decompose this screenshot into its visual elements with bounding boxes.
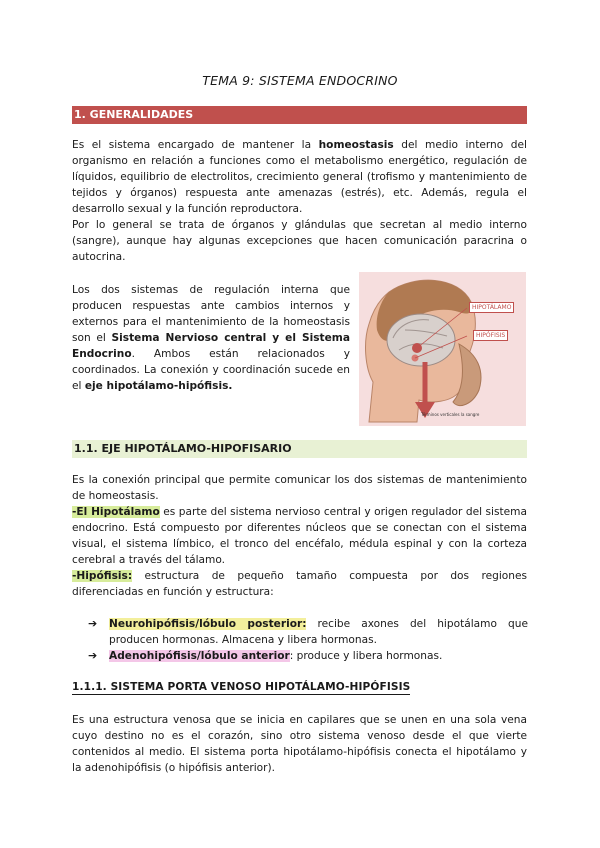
label-pituitary: HIPÓFISIS <box>473 330 508 341</box>
section-heading-eje: 1.1. EJE HIPOTÁLAMO-HIPOFISARIO <box>72 440 527 458</box>
text-line: líquidos, equilibrio de electrolitos, crecimiento general (trofismo y mantenimiento de <box>72 171 527 183</box>
document-title: TEMA 9: SISTEMA ENDOCRINO <box>202 73 398 88</box>
text-line: desarrollo sexual y la función reproductora. <box>72 203 303 215</box>
paragraph-definition <box>72 137 527 217</box>
text-line: cuyo destino no es el corazón, sino otro sistema venoso desde el que vierte <box>72 730 527 742</box>
figure-caption: Términos verticales la sangre <box>421 412 480 417</box>
text-line: Es una estructura venosa que se inicia en capilares que se unen en una sola vena <box>72 714 527 726</box>
paragraph-organs <box>72 217 527 265</box>
paragraph-two-systems <box>72 282 350 394</box>
text-line: autocrina. <box>72 251 126 263</box>
text-line: visual, el sistema límbico, el tronco del encéfalo, médula espinal y con la corteza <box>72 538 527 550</box>
bullet-list <box>88 616 528 664</box>
arrow-bullet-icon: ➔ <box>88 617 98 630</box>
label-hypothalamus: HIPOTÁLAMO <box>469 302 514 313</box>
text-line: Los dos sistemas de regulación interna que <box>72 284 350 296</box>
text-line: organismo en relación a funciones como el metabolismo energético, regulación de <box>72 155 527 167</box>
list-item: ➔ Neurohipófisis/lóbulo posterior: recibe axones del hipotálamo que producen hormonas. Almacena y libera hormonas. <box>88 617 528 646</box>
text-line: contenidos al medio. El sistema porta hipotálamo-hipófisis conecta el hipotálamo y <box>72 746 527 758</box>
head-anatomy-figure <box>359 272 526 426</box>
text-line: Es el sistema encargado de mantener la homeostasis del medio interno del <box>72 139 527 151</box>
text-line: coordinados. La conexión y coordinación sucede en <box>72 364 350 376</box>
paragraph-hipotalamo <box>72 504 527 568</box>
subsection-heading-porta: 1.1.1. SISTEMA PORTA VENOSO HIPOTÁLAMO-HIPÓFISIS <box>72 681 411 693</box>
text-line: externos para el mantenimiento de la homeostasis <box>72 316 350 328</box>
text-line: la adenohipófisis (o hipófisis anterior). <box>72 762 275 774</box>
text-line: Es la conexión principal que permite comunicar los dos sistemas de mantenimiento <box>72 474 527 486</box>
text-line: son el Sistema Nervioso central y el Sistema <box>72 332 350 344</box>
head-illustration <box>359 272 526 426</box>
text-line: -El Hipotálamo es parte del sistema nervioso central y origen regulador del sistema <box>72 506 527 518</box>
text-line: cerebral a través del tálamo. <box>72 554 226 566</box>
text-line: Endocrino. Ambos están relacionados y <box>72 348 350 360</box>
text-line: producen respuestas ante cambios internos y <box>72 300 350 312</box>
section-heading-generalidades: 1. GENERALIDADES <box>72 106 527 124</box>
text-line: diferenciadas en función y estructura: <box>72 586 274 598</box>
text-line: tejidos y órganos) respuesta ante amenazas (estrés), etc. Además, regula el <box>72 187 527 199</box>
text-line: -Hipófisis: estructura de pequeño tamaño compuesta por dos regiones <box>72 570 527 582</box>
text-line: el eje hipotálamo-hipófisis. <box>72 380 233 392</box>
list-item: ➔ Adenohipófisis/lóbulo anterior: produce y libera hormonas. <box>88 649 443 662</box>
text-line: (sangre), aunque hay algunas excepciones que hacen comunicación paracrina o <box>72 235 527 247</box>
paragraph-eje-intro <box>72 472 527 504</box>
text-line: endocrino. Está compuesto por diferentes núcleos que se conectan con el sistema <box>72 522 527 534</box>
arrow-bullet-icon: ➔ <box>88 649 98 662</box>
text-line: Por lo general se trata de órganos y glándulas que secretan al medio interno <box>72 219 527 231</box>
text-line: de homeostasis. <box>72 490 159 502</box>
paragraph-hipofisis <box>72 568 527 600</box>
paragraph-porta <box>72 712 527 776</box>
